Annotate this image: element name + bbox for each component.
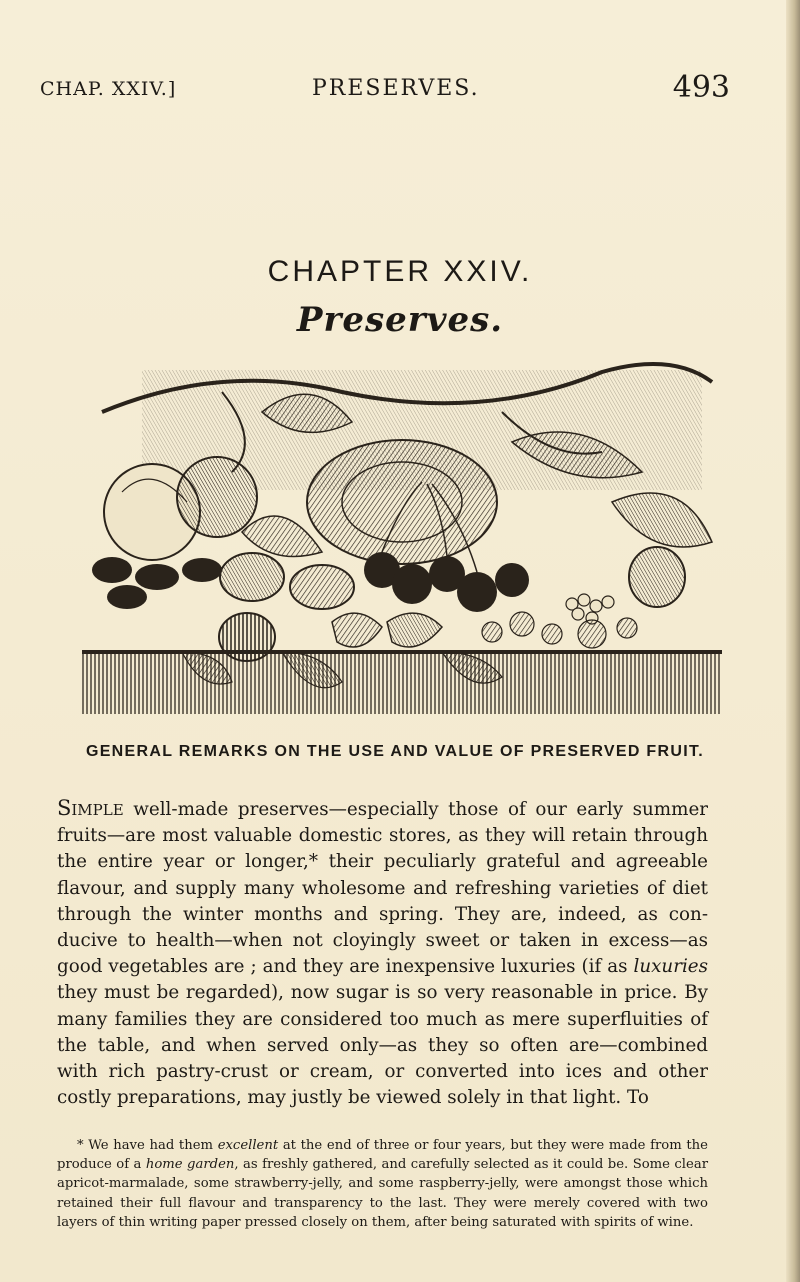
footnote-part-1: * We have had them xyxy=(77,1138,218,1153)
page-number: 493 xyxy=(672,70,730,105)
running-title: PRESERVES. xyxy=(312,76,480,101)
footnote-part-3: , as freshly gathered, and carefully selected as it could be. Some clear apricot-marmalade, some strawberry-jelly, and some raspberry-jelly, were amongst those which retained their full flavour and transparency to the last. They were merely covered with two layers of thin writing paper pressed closely on them, after being saturated with spirits of wine. xyxy=(57,1157,708,1230)
fruit-still-life-engraving xyxy=(82,352,722,720)
chapter-title: CHAPTER XXIV. xyxy=(267,255,533,288)
chapter-ref: CHAP. XXIV.] xyxy=(40,78,177,100)
page-edge xyxy=(786,0,800,1282)
footnote-part-2: at the end of three or four years, but they were made from the produce of a xyxy=(57,1138,708,1173)
body-text-part-1: well-made preserves—especially those of our early summer fruits—are most valuable domestic stores, as they will retain through the entire year or longer,* their peculiarly grateful and agreeable flavour, and supply many wholesome and refreshing varieties of diet through the winter months and spring. They are, indeed, as conducive to health—when not cloyingly sweet or taken in excess—as good vegetables are ; and they are inexpensive luxuries (if as xyxy=(57,799,708,978)
section-heading: GENERAL REMARKS ON THE USE AND VALUE OF PRESERVED FRUIT. xyxy=(85,743,705,760)
chapter-subtitle: Preserves. xyxy=(296,300,504,340)
body-text-part-2: they must be regarded), now sugar is so very reasonable in price. By many families they are considered too much as mere superfluities of the table, and when served only—as they so often are—combined with rich pastry-crust or cream, or converted into ices and other costly preparations, may justly be viewed solely in that light. To xyxy=(57,982,708,1109)
footnote-emphasis-1: excellent xyxy=(217,1138,279,1153)
footnote xyxy=(57,1136,708,1232)
running-head xyxy=(40,70,730,104)
lead-word: Simple xyxy=(57,796,124,820)
body-emphasis: luxuries xyxy=(633,956,708,978)
footnote-emphasis-2: home garden xyxy=(145,1157,235,1173)
body-paragraph xyxy=(57,795,708,1111)
